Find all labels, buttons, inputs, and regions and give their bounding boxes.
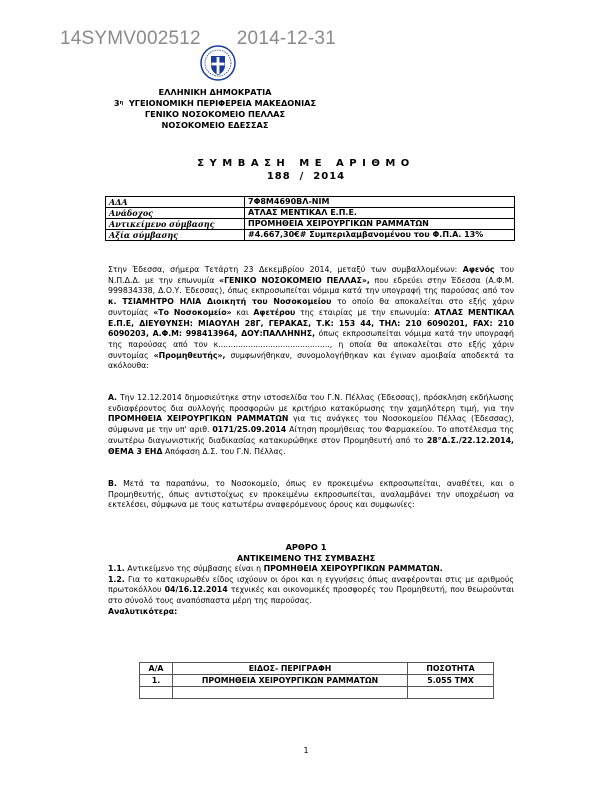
table-cell: ΠΡΟΜΗΘΕΙΑ ΧΕΙΡΟΥΡΓΙΚΩΝ ΡΑΜΜΑΤΩΝ xyxy=(173,675,408,687)
info-value: ΠΡΟΜΗΘΕΙΑ ΧΕΙΡΟΥΡΓΙΚΩΝ ΡΑΜΜΑΤΩΝ xyxy=(245,219,515,230)
article-subheading: ΑΝΤΙΚΕΙΜΕΝΟ ΤΗΣ ΣΥΜΒΑΣΗΣ xyxy=(236,553,376,563)
article-1-body xyxy=(108,564,514,618)
issuer-header xyxy=(100,87,330,131)
contract-title: ΣΥΜΒΑΣΗ ΜΕ ΑΡΙΘΜΟ xyxy=(197,158,415,169)
table-row xyxy=(106,230,515,241)
info-value: ΑΤΛΑΣ ΜΕΝΤΙΚΑΛ Ε.Π.Ε. xyxy=(245,208,515,219)
items-table xyxy=(139,662,494,699)
table-cell: 1. xyxy=(140,675,173,687)
table-row xyxy=(106,197,515,208)
contract-info-table xyxy=(105,196,515,241)
column-header: ΕΙΔΟΣ- ΠΕΡΙΓΡΑΦΗ xyxy=(173,663,408,675)
section-b: Β. Μετά τα παραπάνω, το Νοσοκομείο, όπως εν προκειμένω εκπροσωπείται, αναθέτει, και ο Προμηθευτής, όπως αντιστοίχως εν προκειμένω εκπροσωπείται, αναλαμβάνει την υποχρέωση να εκτελέσει, σύμφωνα με τους κατωτέρω αναφερόμενους όρους και συμφωνίες: xyxy=(108,479,514,510)
info-label: Αξία σύμβασης xyxy=(106,230,245,241)
info-value: #4.667,30€# Συμπεριλαμβανομένου του Φ.Π.Α. 13% xyxy=(245,230,515,241)
table-cell xyxy=(173,687,408,699)
clause-1-2: 1.2. Για το κατακυρωθέν είδος ισχύουν οι όροι και η εγγυήσεις όπως αναφέρονται στις με αριθμούς πρωτοκόλλου 04/16.12.2014 τεχνικές και οικονομικές προσφορές του Προμηθευτή, που θεωρούνται στο σύνολό τους αναπόσπαστα μέρη της παρούσας. xyxy=(108,574,514,606)
header-line: ΓΕΝΙΚΟ ΝΟΣΟΚΟΜΕΙΟ ΠΕΛΛΑΣ xyxy=(144,109,286,119)
column-header: ΠΟΣΟΤΗΤΑ xyxy=(408,663,494,675)
intro-paragraph: Στην Έδεσσα, σήμερα Τετάρτη 23 Δεκεμβρίου 2014, μεταξύ των συμβαλλομένων: Αφενός του Ν.Π.Δ.Δ. με την επωνυμία «ΓΕΝΙΚΟ ΝΟΣΟΚΟΜΕΙΟ ΠΕΛΛΑΣ», που εδρεύει στην Έδεσσα (Α.Φ.Μ. 999834338, Δ.Ο.Υ. Έδεσσας), όπως εκπροσωπείται νόμιμα κατά την υπογραφή της παρούσας από τον κ. ΤΣΙΑΜΗΤΡΟ ΗΛΙΑ Διοικητή του Νοσοκομείου το οποίο θα αποκαλείται στο εξής χάριν συντομίας «Το Νοσοκομείο» και Αφετέρου της εταιρίας με την επωνυμία: ΑΤΛΑΣ ΜΕΝΤΙΚΑΛ Ε.Π.Ε, ΔΙΕΥΘΥΝΣΗ: ΜΙΑΟΥΛΗ 28Γ, ΓΕΡΑΚΑΣ, Τ.Κ: 153 44, ΤΗΛ: 210 6090201, FAX: 210 6090203, Α.Φ.Μ: 998413964, ΔΟΥ:ΠΑΛΛΗΝΗΣ, όπως εκπροσωπείται νόμιμα κατά την υπογραφή της παρούσας από τον κ............................................., η οποία θα αποκαλείται στο εξής χάριν συντομίας «Προμηθευτής», συμφωνήθηκαν, συνομολογήθηκαν και έγιναν αμοιβαία αποδεκτά τα ακόλουθα: xyxy=(108,265,515,371)
table-row xyxy=(140,687,494,699)
info-label: ΑΔΑ xyxy=(106,197,245,208)
table-header-row xyxy=(140,663,494,675)
watermark-date: 2014-12-31 xyxy=(236,28,336,49)
table-row xyxy=(140,675,494,687)
table-cell xyxy=(140,687,173,699)
greek-emblem-icon xyxy=(199,44,237,82)
article-heading: ΑΡΘΡΟ 1 xyxy=(285,542,327,552)
clause-1-1: 1.1. Αντικείμενο της σύμβασης είναι η ΠΡΟΜΗΘΕΙΑ ΧΕΙΡΟΥΡΓΙΚΩΝ ΡΑΜΜΑΤΩΝ. xyxy=(108,564,443,573)
section-a: Α. Την 12.12.2014 δημοσιεύτηκε στην ιστοσελίδα του Γ.Ν. Πέλλας (Έδεσσας), πρόσκληση εκδήλωσης ενδιαφέροντος δια συλλογής προσφορών με κριτήριο κατακύρωσης την χαμηλότερη τιμή, για την ΠΡΟΜΗΘΕΙΑ ΧΕΙΡΟΥΡΓΙΚΩΝ ΡΑΜΜΑΤΩΝ για τις ανάγκες του Νοσοκομείου Πέλλας (Έδεσσας), σύμφωνα με την υπ' αριθ. 0171/25.09.2014 Αίτηση προμήθειας του Φαρμακείου. Το αποτέλεσμα της ανωτέρω διαγωνιστικής διαδικασίας κατακυρώθηκε στον Προμηθευτή από το 28°Δ.Σ./22.12.2014, ΘΕΜΑ 3 ΕΗΔ Απόφαση Δ.Σ. του Γ.Ν. Πέλλας. xyxy=(108,393,514,456)
table-cell xyxy=(408,687,494,699)
contract-number: 188 / 2014 xyxy=(266,171,346,182)
header-line: ΕΛΛΗΝΙΚΗ ΔΗΜΟΚΡΑΤΙΑ xyxy=(158,87,272,97)
header-line: ΝΟΣΟΚΟΜΕΙΟ ΕΔΕΣΣΑΣ xyxy=(161,120,269,130)
table-row xyxy=(106,219,515,230)
header-line: $3^\eta$ ΥΓΕΙΟΝΟΜΙΚΗ ΠΕΡΙΦΕΡΕΙΑ ΜΑΚΕΔΟΝΙΑΣ xyxy=(113,98,317,108)
table-row xyxy=(106,208,515,219)
watermark-id: 14SYMV002512 xyxy=(60,28,201,49)
info-label: Αντικείμενο σύμβασης xyxy=(106,219,245,230)
info-value: 7Φ8Μ4690ΒΛ-ΝΙΜ xyxy=(245,197,515,208)
column-header: Α/Α xyxy=(140,663,173,675)
page-number: 1 xyxy=(303,746,309,755)
table-cell: 5.055 ΤΜΧ xyxy=(408,675,494,687)
detail-label: Αναλυτικότερα: xyxy=(108,606,178,616)
document-id-watermark xyxy=(60,28,336,50)
info-label: Ανάδοχος xyxy=(106,208,245,219)
